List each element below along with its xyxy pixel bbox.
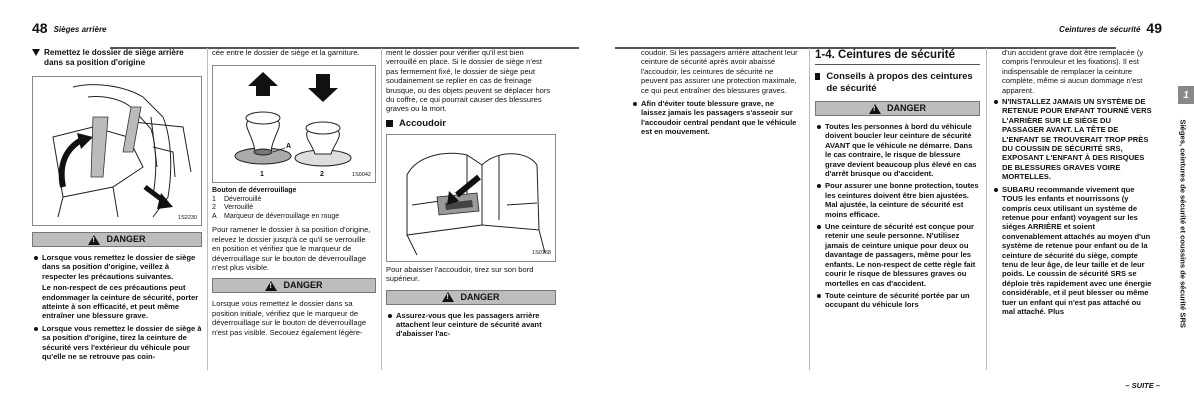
continued-text: ment le dossier pour vérifier qu'il est bien verrouillé en place. Si le dossier de siège n'est pas fermement fixé, le dossier de siège peut soudainement se replier en cas de freinage brusque, ou des objets peuvent se déplacer hors du coffre, ce qui pourrait causer des blessures graves ou la mort. [386,48,551,114]
release-button-figure [212,65,376,183]
figure-legend [212,187,376,221]
triangle-bullet-icon [32,49,40,56]
right-col-1 [631,48,801,378]
legend-title: Bouton de déverrouillage [212,187,297,195]
danger-banner: ! DANGER [815,101,980,116]
list-item: Toute ceinture de sécurité portée par un occupant du véhicule lors [815,291,980,310]
figure-label-1: 1 [260,171,264,179]
column-divider [381,48,382,370]
list-item: Lorsque vous remettez le dossier de siège dans sa position d'origine, veillez à respecter les précautions suivantes. Le non-respect de ces précautions peut endommager la ceinture de sécurité, porter atteinte à son efficacité, et peut même entraîner une blessure grave. [32,253,202,321]
continued-text: coudoir. Si les passagers arrière attachent leur ceinture de sécurité après avoir abaissé l'accoudoir, les ceintures de sécurité ne peuvent pas assurer une protection maximale, ce qui peut entraîner des blessures graves. [641,48,798,95]
release-button-illustration [213,66,375,182]
warning-triangle-icon [265,281,277,291]
square-bullet-icon [815,73,820,80]
procedure-heading: Remettez le dossier de siège arrière dans sa position d'origine [32,48,202,68]
list-item: Lorsque vous remettez le dossier de siège à sa position d'origine, tirez la ceinture de sécurité vers l'extérieur du véhicule pour qu'elle ne se retrouve pas coin- [32,324,202,362]
figure-code: 1S2230 [178,214,197,221]
list-item: Toutes les personnes à bord du véhicule doivent boucler leur ceinture de sécurité AVANT que le véhicule ne démarre. Dans le cas contraire, le risque de blessure grave devient beaucoup plus élevé en cas d'arrêt brusque ou d'accident. [815,122,980,178]
body-text: Pour ramener le dossier à sa position d'origine, relevez le dossier jusqu'à ce qu'il se verrouille en position et vérifiez que le marqueur de déverrouillage sur le bouton de déverrouillage n'est plus visible. [212,225,371,273]
left-col-3 [386,48,556,378]
warning-triangle-icon [442,292,454,302]
square-bullet-icon [386,120,393,127]
list-item: N'INSTALLEZ JAMAIS UN SYSTÈME DE RETENUE POUR ENFANT TOURNÉ VERS L'ARRIÈRE SUR LE SIÈGE DU PASSAGER AVANT. LA TÊTE DE L'ENFANT SE TROUVERAIT TROP PRÈS DU COUSSIN DE SÉCURITÉ SRS, EXPOSANT L'ENFANT À DES RISQUES DE BLESSURES GRAVES VOIRE MORTELLES. [992,97,1152,182]
legend-item: 2 Verrouillé [212,204,254,212]
figure-label-a: A [286,143,292,151]
left-col-2 [212,48,376,378]
right-running-title: Ceintures de sécurité [1059,25,1141,34]
figure-label-2: 2 [320,171,324,179]
column-divider [986,48,987,370]
section-heading: Accoudoir [386,118,556,130]
chapter-title: 1-4. Ceintures de sécurité [815,49,955,61]
danger-banner: ! DANGER [32,232,202,247]
list-item: Pour assurer une bonne protection, toutes les ceintures doivent être bien ajustées. Mal ajustée, la ceinture de sécurité est moins efficace. [815,181,980,219]
right-page [597,0,1194,400]
chapter-side-label: Sièges, ceintures de sécurité et coussins de sécurité SRS [1178,119,1188,328]
list-item: Afin d'éviter toute blessure grave, ne laissez jamais les passagers s'asseoir sur l'accoudoir central pendant que le véhicule est en mouvement. [631,99,801,137]
legend-item: 1 Déverrouillé [212,195,262,203]
chapter-tab: 1 [1178,86,1194,104]
legend-item: A Marqueur de déverrouillage en rouge [212,212,340,220]
continued-text: d'un accident grave doit être remplacée (y compris l'enrouleur et les fixations). Il est indispensable de remplacer la ceinture complète, même si aucun dommage n'est apparent. [1002,48,1144,95]
list-item: SUBARU recommande vivement que TOUS les enfants et nourrissons (y compris ceux utilisant un système de retenue pour enfant) voyagent sur les sièges ARRIÈRE et soient convenablement attachés au moyen d'un système de retenue pour enfant ou de la ceinture de sécurité du siège, compte tenu de leur âge, de leur taille et de leur poids. Le coussin de sécurité SRS se déploie très rapidement avec une énergie considérable, et il peut blesser ou même tuer un enfant qui n'est pas attaché ou mal attaché. Plus [992,185,1152,317]
seat-back-figure [32,76,202,226]
list-item: Assurez-vous que les passagers arrière attachent leur ceinture de sécurité avant d'abaisser l'ac- [386,311,556,339]
figure-code: 1S0168 [532,250,551,257]
body-text: Pour abaisser l'accoudoir, tirez sur son bord supérieur. [386,264,534,284]
danger-banner: ! DANGER [212,278,376,293]
warning-triangle-icon [88,235,100,245]
seat-back-illustration [33,77,201,225]
left-page-number: 48 [32,20,48,36]
danger-banner: ! DANGER [386,290,556,305]
armrest-illustration [387,135,555,261]
section-heading: Conseils à propos des ceintures de sécurité [815,71,980,95]
figure-code: 1S0042 [352,172,371,178]
right-col-2 [815,48,980,378]
column-divider [207,48,208,370]
chapter-title-rule [815,64,980,65]
danger-text: Lorsque vous remettez le dossier dans sa position initiale, vérifiez que le marqueur de déverrouillage sur le bouton de déverrouillage n'est pas visible. Secouez également légère- [212,299,367,337]
right-col-3 [992,48,1152,376]
column-divider [809,48,810,370]
warning-triangle-icon [869,104,881,114]
continued-text: cée entre le dossier de siège et la garniture. [212,48,360,57]
left-col-1 [32,48,202,378]
left-running-title: Sièges arrière [53,25,107,34]
left-page-header [32,14,579,36]
right-page-header [615,14,1162,36]
list-item: Une ceinture de sécurité est conçue pour retenir une seule personne. N'utilisez jamais de ceinture unique pour deux ou davantage de passagers, même pour les enfants. Le non-respect de cette règle fait courir le risque de blessures graves ou mortelles en cas d'accident. [815,222,980,288]
continued-marker: – SUITE – [1125,381,1160,390]
right-page-number: 49 [1146,20,1162,36]
armrest-figure [386,134,556,262]
